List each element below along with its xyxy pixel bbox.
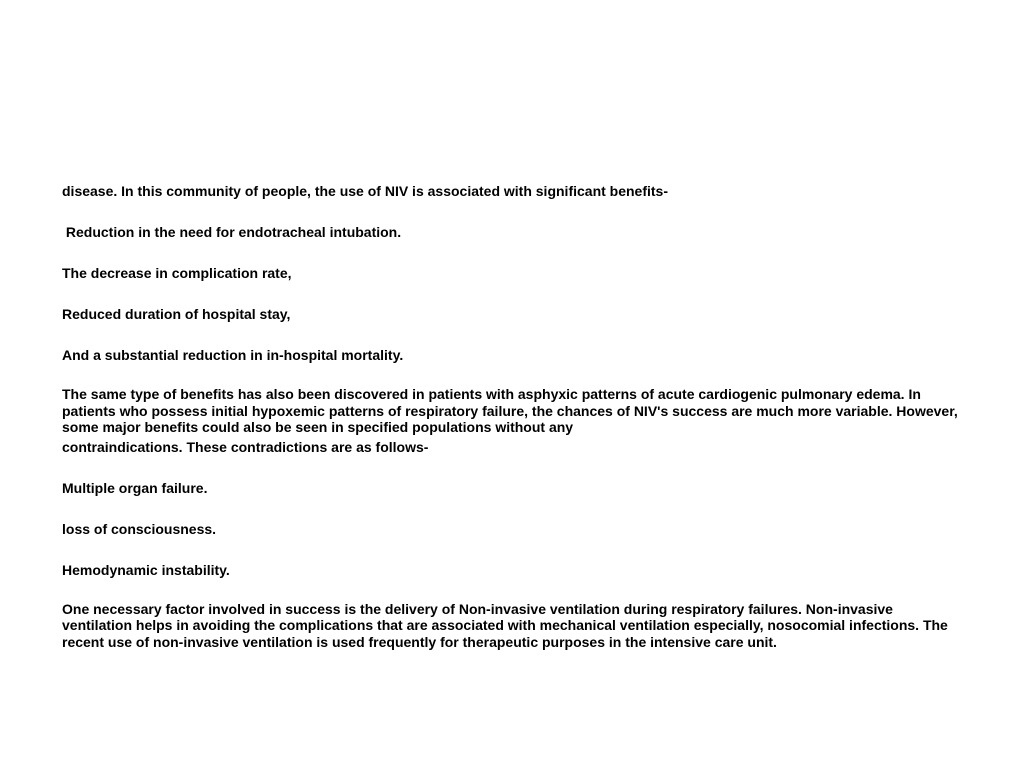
paragraph-benefits: The same type of benefits has also been discovered in patients with asphyxic patterns of acute cardiogenic pulmonary edema. In patients who possess initial hypoxemic patterns of respiratory failure, the chances of NIV's success are much more variable. However, some major benefits could also be seen in specified populations without any	[62, 386, 958, 435]
benefit-item-complication: The decrease in complication rate,	[62, 265, 292, 281]
paragraph-contraindications-lead: contraindications. These contradictions are as follows-	[62, 438, 429, 455]
text-line-intro: disease. In this community of people, the use of NIV is associated with significant benefits-	[62, 183, 669, 199]
slide-body	[62, 183, 962, 650]
benefit-item-intubation: Reduction in the need for endotracheal intubation.	[62, 224, 402, 240]
paragraph-success-factor: One necessary factor involved in success is the delivery of Non-invasive ventilation during respiratory failures. Non-invasive ventilation helps in avoiding the complications that are associated with mechanical ventilation especially, nosocomial infections. The recent use of non-invasive ventilation is used frequently for therapeutic purposes in the intensive care unit.	[62, 600, 948, 650]
benefit-item-hospital-stay: Reduced duration of hospital stay,	[62, 306, 291, 322]
benefit-item-mortality: And a substantial reduction in in-hospital mortality.	[62, 347, 404, 363]
contraindication-item-hemodynamic: Hemodynamic instability.	[62, 561, 230, 578]
contraindication-item-consciousness: loss of consciousness.	[62, 520, 217, 537]
contraindication-item-organ-failure: Multiple organ failure.	[62, 479, 208, 496]
